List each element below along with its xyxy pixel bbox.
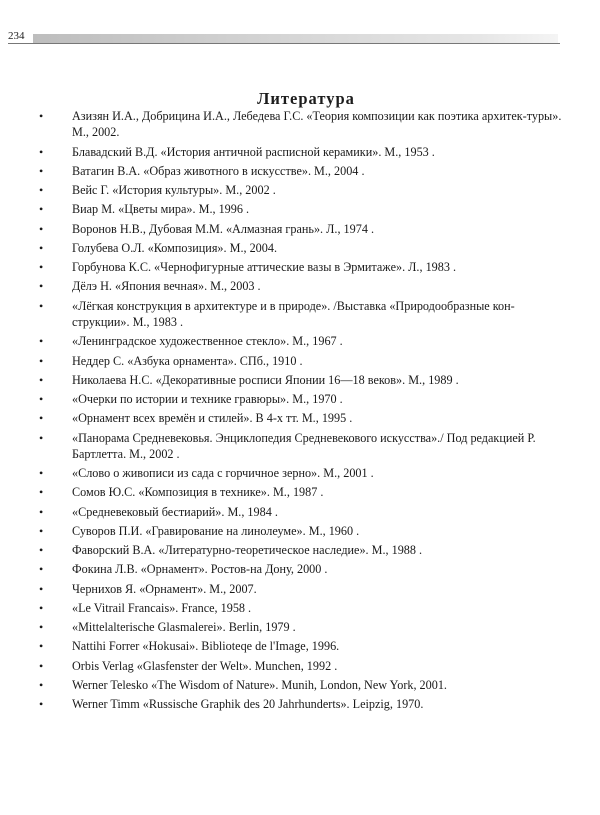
reference-item bbox=[39, 298, 566, 331]
bullet-icon: • bbox=[39, 658, 44, 673]
reference-text: Азизян И.А., Добрицина И.А., Лебедева Г.С. «Теория композиции как поэтика архитек-туры». М., 2002. bbox=[72, 109, 562, 140]
reference-item bbox=[39, 600, 566, 616]
reference-item bbox=[39, 484, 566, 500]
reference-text: Виар М. «Цветы мира». М., 1996 . bbox=[72, 202, 250, 217]
reference-item bbox=[39, 561, 566, 577]
reference-text: «Очерки по истории и технике гравюры». М., 1970 . bbox=[72, 392, 343, 407]
reference-item bbox=[39, 410, 566, 426]
bullet-icon: • bbox=[39, 202, 44, 217]
reference-item bbox=[39, 182, 566, 198]
bullet-icon: • bbox=[39, 144, 44, 159]
reference-item bbox=[39, 696, 566, 712]
references-list bbox=[39, 108, 566, 715]
bullet-icon: • bbox=[39, 562, 44, 577]
reference-item bbox=[39, 372, 566, 388]
bullet-icon: • bbox=[39, 334, 44, 349]
reference-text: Неддер С. «Азбука орнамента». СПб., 1910 . bbox=[72, 353, 303, 368]
bullet-icon: • bbox=[39, 430, 44, 445]
reference-item bbox=[39, 542, 566, 558]
bullet-icon: • bbox=[39, 392, 44, 407]
reference-item bbox=[39, 144, 566, 160]
bullet-icon: • bbox=[39, 163, 44, 178]
reference-text: «Средневековый бестиарий». М., 1984 . bbox=[72, 504, 278, 519]
bullet-icon: • bbox=[39, 639, 44, 654]
reference-item bbox=[39, 581, 566, 597]
reference-item bbox=[39, 677, 566, 693]
reference-item bbox=[39, 201, 566, 217]
reference-item bbox=[39, 504, 566, 520]
bullet-icon: • bbox=[39, 240, 44, 255]
reference-item bbox=[39, 240, 566, 256]
reference-item bbox=[39, 658, 566, 674]
reference-item bbox=[39, 523, 566, 539]
bullet-icon: • bbox=[39, 372, 44, 387]
reference-text: «Le Vitrail Francais». France, 1958 . bbox=[72, 600, 252, 615]
reference-item bbox=[39, 163, 566, 179]
reference-text: Дёлэ Н. «Япония вечная». М., 2003 . bbox=[72, 279, 261, 294]
reference-text: Вейс Г. «История культуры». М., 2002 . bbox=[72, 183, 276, 198]
reference-item bbox=[39, 465, 566, 481]
page-title: Литература bbox=[257, 89, 355, 108]
reference-text: Блавадский В.Д. «История античной расписной керамики». М., 1953 . bbox=[72, 144, 435, 159]
bullet-icon: • bbox=[39, 677, 44, 692]
reference-item bbox=[39, 619, 566, 635]
reference-item bbox=[39, 278, 566, 294]
bullet-icon: • bbox=[39, 600, 44, 615]
reference-text: Фокина Л.В. «Орнамент». Ростов-на Дону, 2000 . bbox=[72, 562, 328, 577]
bullet-icon: • bbox=[39, 523, 44, 538]
reference-text: Голубева О.Л. «Композиция». М., 2004. bbox=[72, 240, 278, 255]
bullet-icon: • bbox=[39, 183, 44, 198]
reference-text: «Слово о живописи из сада с горчичное зерно». М., 2001 . bbox=[72, 466, 374, 481]
reference-text: Nattihi Forrer «Hokusai». Biblioteqe de l'Image, 1996. bbox=[72, 639, 340, 654]
reference-text: Суворов П.И. «Гравирование на линолеуме». М., 1960 . bbox=[72, 523, 360, 538]
reference-text: Orbis Verlag «Glasfenster der Welt». Munchen, 1992 . bbox=[72, 658, 338, 673]
page-number: 234 bbox=[8, 30, 25, 42]
reference-text: Ватагин В.А. «Образ животного в искусстве». М., 2004 . bbox=[72, 163, 365, 178]
reference-text: Горбунова К.С. «Чернофигурные аттические вазы в Эрмитаже». Л., 1983 . bbox=[72, 260, 457, 275]
bullet-icon: • bbox=[39, 504, 44, 519]
reference-item bbox=[39, 638, 566, 654]
reference-item bbox=[39, 221, 566, 237]
bullet-icon: • bbox=[39, 221, 44, 236]
bullet-icon: • bbox=[39, 620, 44, 635]
bullet-icon: • bbox=[39, 353, 44, 368]
bullet-icon: • bbox=[39, 260, 44, 275]
reference-text: «Панорама Средневековья. Энциклопедия Средневекового искусства»./ Под редакцией Р. Бартлетта. М., 2002 . bbox=[72, 430, 536, 461]
reference-item bbox=[39, 259, 566, 275]
reference-text: «Mittelalterische Glasmalerei». Berlin, 1979 . bbox=[72, 620, 296, 635]
bullet-icon: • bbox=[39, 581, 44, 596]
reference-text: Werner Telesko «The Wisdom of Nature». Munih, London, New York, 2001. bbox=[72, 677, 447, 692]
reference-text: Фаворский В.А. «Литературно-теоретическое наследие». М., 1988 . bbox=[72, 543, 423, 558]
reference-item bbox=[39, 333, 566, 349]
reference-item bbox=[39, 353, 566, 369]
bullet-icon: • bbox=[39, 485, 44, 500]
bullet-icon: • bbox=[39, 298, 44, 313]
bullet-icon: • bbox=[39, 466, 44, 481]
bullet-icon: • bbox=[39, 279, 44, 294]
bullet-icon: • bbox=[39, 411, 44, 426]
header-bar bbox=[33, 34, 558, 43]
reference-text: Чернихов Я. «Орнамент». М., 2007. bbox=[72, 581, 257, 596]
reference-item bbox=[39, 391, 566, 407]
reference-text: Воронов Н.В., Дубовая М.М. «Алмазная грань». Л., 1974 . bbox=[72, 221, 375, 236]
header-rule bbox=[8, 43, 560, 44]
reference-text: «Ленинградское художественное стекло». М., 1967 . bbox=[72, 334, 343, 349]
bullet-icon: • bbox=[39, 697, 44, 712]
reference-text: «Лёгкая конструкция в архитектуре и в природе». /Выставка «Природообразные кон-струкции». М., 1983 . bbox=[72, 298, 515, 330]
bullet-icon: • bbox=[39, 543, 44, 558]
reference-item bbox=[39, 108, 566, 141]
reference-text: Сомов Ю.С. «Композиция в технике». М., 1987 . bbox=[72, 485, 324, 500]
reference-text: Werner Timm «Russische Graphik des 20 Jahrhunderts». Leipzig, 1970. bbox=[72, 697, 424, 712]
reference-item bbox=[39, 430, 566, 463]
bullet-icon: • bbox=[39, 109, 44, 123]
reference-text: Николаева Н.С. «Декоративные росписи Японии 16—18 веков». М., 1989 . bbox=[72, 372, 459, 387]
reference-text: «Орнамент всех времён и стилей». В 4-х тт. М., 1995 . bbox=[72, 411, 353, 426]
